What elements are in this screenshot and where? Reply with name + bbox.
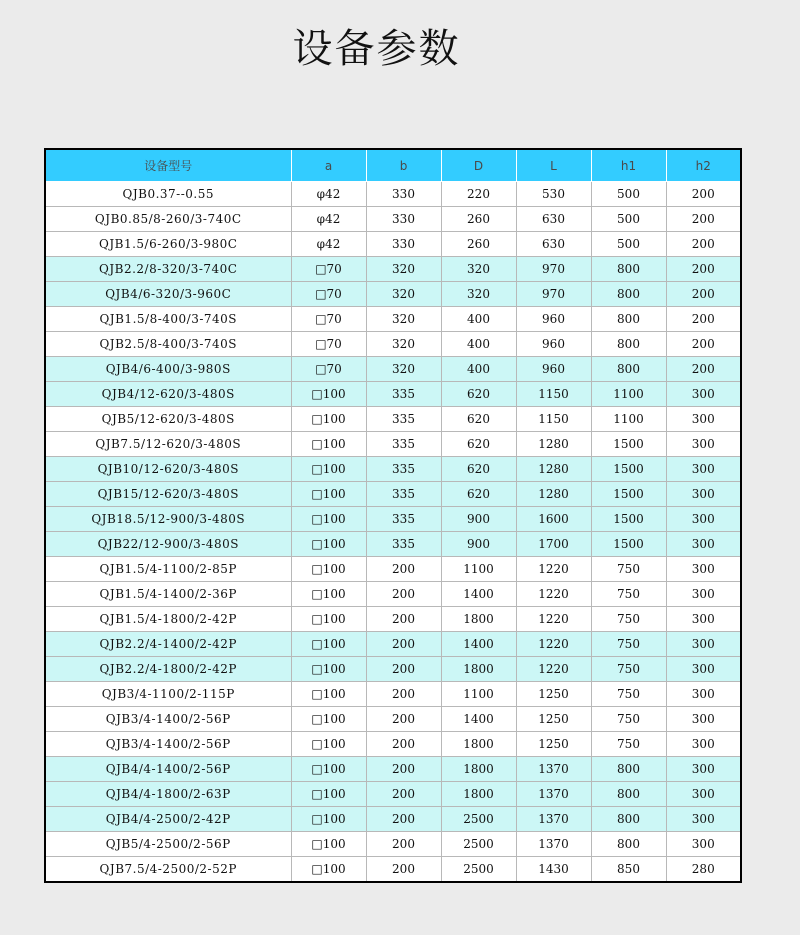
cell-h2: 200	[666, 207, 741, 232]
cell-model: QJB15/12-620/3-480S	[45, 482, 291, 507]
cell-a: □100	[291, 657, 366, 682]
cell-d: 2500	[441, 807, 516, 832]
table-row	[45, 582, 741, 607]
table-row	[45, 757, 741, 782]
cell-d: 2500	[441, 857, 516, 883]
cell-model: QJB1.5/8-400/3-740S	[45, 307, 291, 332]
cell-l: 1430	[516, 857, 591, 883]
cell-model: QJB7.5/12-620/3-480S	[45, 432, 291, 457]
cell-b: 200	[366, 782, 441, 807]
cell-h2: 200	[666, 182, 741, 207]
cell-h2: 200	[666, 332, 741, 357]
cell-a: □100	[291, 607, 366, 632]
cell-l: 630	[516, 232, 591, 257]
cell-h2: 300	[666, 757, 741, 782]
cell-h1: 800	[591, 357, 666, 382]
cell-b: 200	[366, 682, 441, 707]
cell-d: 320	[441, 282, 516, 307]
cell-model: QJB7.5/4-2500/2-52P	[45, 857, 291, 883]
cell-h1: 500	[591, 207, 666, 232]
cell-h1: 800	[591, 832, 666, 857]
cell-model: QJB5/4-2500/2-56P	[45, 832, 291, 857]
cell-l: 1280	[516, 432, 591, 457]
column-header-d: D	[441, 149, 516, 182]
cell-b: 330	[366, 232, 441, 257]
cell-d: 400	[441, 332, 516, 357]
cell-h1: 1500	[591, 457, 666, 482]
cell-model: QJB4/4-2500/2-42P	[45, 807, 291, 832]
cell-h1: 1500	[591, 482, 666, 507]
cell-h1: 1100	[591, 382, 666, 407]
cell-a: □100	[291, 582, 366, 607]
cell-d: 900	[441, 507, 516, 532]
table-row	[45, 732, 741, 757]
cell-l: 1250	[516, 732, 591, 757]
cell-h1: 750	[591, 682, 666, 707]
cell-h2: 300	[666, 407, 741, 432]
table-row	[45, 332, 741, 357]
cell-h2: 300	[666, 457, 741, 482]
cell-b: 335	[366, 507, 441, 532]
cell-d: 1800	[441, 657, 516, 682]
cell-b: 335	[366, 457, 441, 482]
table-row	[45, 432, 741, 457]
cell-h2: 300	[666, 682, 741, 707]
equipment-parameter-table	[44, 148, 742, 883]
cell-h2: 300	[666, 782, 741, 807]
cell-l: 1220	[516, 607, 591, 632]
cell-model: QJB4/4-1400/2-56P	[45, 757, 291, 782]
table-row	[45, 857, 741, 883]
cell-b: 200	[366, 707, 441, 732]
cell-l: 1250	[516, 707, 591, 732]
table-row	[45, 607, 741, 632]
cell-a: □100	[291, 482, 366, 507]
table-row	[45, 707, 741, 732]
cell-h2: 200	[666, 282, 741, 307]
cell-model: QJB1.5/4-1100/2-85P	[45, 557, 291, 582]
cell-h1: 750	[591, 582, 666, 607]
table-row	[45, 507, 741, 532]
cell-d: 620	[441, 407, 516, 432]
cell-a: φ42	[291, 207, 366, 232]
cell-d: 900	[441, 532, 516, 557]
table-row	[45, 457, 741, 482]
table-body	[45, 182, 741, 883]
cell-model: QJB1.5/4-1800/2-42P	[45, 607, 291, 632]
cell-l: 1250	[516, 682, 591, 707]
cell-h1: 500	[591, 232, 666, 257]
table-row	[45, 832, 741, 857]
table-row	[45, 407, 741, 432]
cell-h2: 300	[666, 707, 741, 732]
table-row	[45, 382, 741, 407]
cell-h1: 850	[591, 857, 666, 883]
cell-d: 260	[441, 207, 516, 232]
cell-a: □100	[291, 432, 366, 457]
cell-l: 630	[516, 207, 591, 232]
cell-h1: 750	[591, 707, 666, 732]
cell-d: 620	[441, 482, 516, 507]
cell-a: □70	[291, 332, 366, 357]
table-row	[45, 357, 741, 382]
cell-a: □100	[291, 757, 366, 782]
cell-h2: 200	[666, 232, 741, 257]
cell-a: □70	[291, 307, 366, 332]
cell-model: QJB3/4-1400/2-56P	[45, 707, 291, 732]
cell-l: 960	[516, 332, 591, 357]
cell-h2: 300	[666, 557, 741, 582]
cell-h2: 280	[666, 857, 741, 883]
cell-d: 400	[441, 357, 516, 382]
cell-a: □100	[291, 807, 366, 832]
column-header-h2: h2	[666, 149, 741, 182]
cell-l: 1370	[516, 782, 591, 807]
cell-a: □70	[291, 282, 366, 307]
cell-l: 1370	[516, 757, 591, 782]
cell-d: 1800	[441, 757, 516, 782]
cell-d: 1400	[441, 632, 516, 657]
cell-b: 335	[366, 407, 441, 432]
cell-a: □100	[291, 557, 366, 582]
cell-h2: 300	[666, 532, 741, 557]
cell-l: 1600	[516, 507, 591, 532]
cell-d: 1100	[441, 682, 516, 707]
cell-l: 960	[516, 307, 591, 332]
cell-d: 2500	[441, 832, 516, 857]
cell-b: 335	[366, 432, 441, 457]
cell-b: 200	[366, 582, 441, 607]
cell-h1: 800	[591, 282, 666, 307]
cell-h1: 800	[591, 782, 666, 807]
cell-d: 220	[441, 182, 516, 207]
cell-b: 320	[366, 282, 441, 307]
table-row	[45, 682, 741, 707]
cell-d: 400	[441, 307, 516, 332]
cell-l: 960	[516, 357, 591, 382]
cell-b: 320	[366, 357, 441, 382]
cell-l: 1150	[516, 382, 591, 407]
cell-a: □100	[291, 532, 366, 557]
cell-h1: 800	[591, 757, 666, 782]
cell-b: 200	[366, 657, 441, 682]
cell-h2: 300	[666, 732, 741, 757]
table-row	[45, 782, 741, 807]
cell-b: 200	[366, 857, 441, 883]
cell-a: □100	[291, 682, 366, 707]
column-header-a: a	[291, 149, 366, 182]
cell-l: 1370	[516, 832, 591, 857]
cell-a: □100	[291, 857, 366, 883]
table-row	[45, 207, 741, 232]
column-header-b: b	[366, 149, 441, 182]
cell-l: 1370	[516, 807, 591, 832]
cell-h2: 300	[666, 582, 741, 607]
cell-model: QJB22/12-900/3-480S	[45, 532, 291, 557]
cell-b: 335	[366, 382, 441, 407]
cell-h1: 1500	[591, 432, 666, 457]
cell-d: 620	[441, 432, 516, 457]
cell-d: 1800	[441, 782, 516, 807]
cell-h1: 1100	[591, 407, 666, 432]
cell-h1: 800	[591, 807, 666, 832]
cell-model: QJB3/4-1400/2-56P	[45, 732, 291, 757]
cell-h2: 300	[666, 507, 741, 532]
cell-model: QJB1.5/6-260/3-980C	[45, 232, 291, 257]
cell-l: 970	[516, 282, 591, 307]
cell-d: 1100	[441, 557, 516, 582]
cell-b: 320	[366, 332, 441, 357]
cell-h1: 800	[591, 307, 666, 332]
cell-b: 200	[366, 632, 441, 657]
table-row	[45, 532, 741, 557]
cell-l: 1280	[516, 482, 591, 507]
cell-h1: 800	[591, 257, 666, 282]
cell-l: 970	[516, 257, 591, 282]
cell-h1: 750	[591, 657, 666, 682]
cell-b: 330	[366, 207, 441, 232]
cell-h2: 200	[666, 307, 741, 332]
cell-a: □100	[291, 632, 366, 657]
table-header-row	[45, 149, 741, 182]
cell-l: 1220	[516, 657, 591, 682]
cell-l: 1150	[516, 407, 591, 432]
table-row	[45, 232, 741, 257]
cell-a: □100	[291, 407, 366, 432]
cell-model: QJB10/12-620/3-480S	[45, 457, 291, 482]
cell-h2: 300	[666, 432, 741, 457]
cell-a: □100	[291, 732, 366, 757]
cell-model: QJB2.2/4-1800/2-42P	[45, 657, 291, 682]
cell-model: QJB18.5/12-900/3-480S	[45, 507, 291, 532]
cell-h2: 300	[666, 607, 741, 632]
cell-b: 335	[366, 532, 441, 557]
cell-h1: 750	[591, 607, 666, 632]
cell-model: QJB4/6-320/3-960C	[45, 282, 291, 307]
cell-model: QJB5/12-620/3-480S	[45, 407, 291, 432]
cell-model: QJB2.2/8-320/3-740C	[45, 257, 291, 282]
cell-a: φ42	[291, 232, 366, 257]
table-row	[45, 557, 741, 582]
cell-model: QJB0.85/8-260/3-740C	[45, 207, 291, 232]
cell-h1: 750	[591, 557, 666, 582]
cell-a: □100	[291, 782, 366, 807]
cell-b: 335	[366, 482, 441, 507]
cell-h2: 300	[666, 832, 741, 857]
cell-h1: 500	[591, 182, 666, 207]
cell-d: 1800	[441, 607, 516, 632]
table-row	[45, 482, 741, 507]
cell-a: □100	[291, 457, 366, 482]
cell-model: QJB2.5/8-400/3-740S	[45, 332, 291, 357]
cell-d: 1400	[441, 582, 516, 607]
cell-h1: 800	[591, 332, 666, 357]
cell-b: 200	[366, 732, 441, 757]
table-row	[45, 282, 741, 307]
cell-h2: 300	[666, 632, 741, 657]
cell-model: QJB3/4-1100/2-115P	[45, 682, 291, 707]
cell-a: φ42	[291, 182, 366, 207]
page-title: 设备参数	[292, 26, 461, 72]
cell-l: 1220	[516, 632, 591, 657]
table-row	[45, 632, 741, 657]
table-row	[45, 657, 741, 682]
cell-d: 320	[441, 257, 516, 282]
cell-b: 200	[366, 557, 441, 582]
cell-l: 1220	[516, 557, 591, 582]
table-row	[45, 807, 741, 832]
column-header-l: L	[516, 149, 591, 182]
cell-h1: 750	[591, 732, 666, 757]
cell-h2: 300	[666, 382, 741, 407]
cell-h2: 300	[666, 657, 741, 682]
cell-l: 530	[516, 182, 591, 207]
cell-b: 200	[366, 607, 441, 632]
cell-b: 320	[366, 257, 441, 282]
cell-a: □100	[291, 507, 366, 532]
cell-model: QJB4/12-620/3-480S	[45, 382, 291, 407]
cell-model: QJB4/6-400/3-980S	[45, 357, 291, 382]
cell-h2: 300	[666, 807, 741, 832]
cell-l: 1700	[516, 532, 591, 557]
table-row	[45, 257, 741, 282]
column-header-h1: h1	[591, 149, 666, 182]
table-row	[45, 307, 741, 332]
cell-d: 260	[441, 232, 516, 257]
cell-b: 200	[366, 832, 441, 857]
cell-b: 200	[366, 807, 441, 832]
cell-a: □70	[291, 257, 366, 282]
cell-d: 1800	[441, 732, 516, 757]
cell-d: 1400	[441, 707, 516, 732]
cell-h2: 300	[666, 482, 741, 507]
table-row	[45, 182, 741, 207]
cell-d: 620	[441, 457, 516, 482]
cell-model: QJB4/4-1800/2-63P	[45, 782, 291, 807]
cell-b: 320	[366, 307, 441, 332]
cell-b: 330	[366, 182, 441, 207]
cell-d: 620	[441, 382, 516, 407]
cell-l: 1220	[516, 582, 591, 607]
cell-model: QJB0.37--0.55	[45, 182, 291, 207]
cell-h1: 1500	[591, 532, 666, 557]
cell-l: 1280	[516, 457, 591, 482]
cell-a: □70	[291, 357, 366, 382]
cell-h2: 200	[666, 257, 741, 282]
cell-a: □100	[291, 382, 366, 407]
cell-b: 200	[366, 757, 441, 782]
cell-a: □100	[291, 832, 366, 857]
cell-model: QJB1.5/4-1400/2-36P	[45, 582, 291, 607]
column-header-model: 设备型号	[45, 149, 291, 182]
cell-h1: 750	[591, 632, 666, 657]
cell-h1: 1500	[591, 507, 666, 532]
cell-h2: 200	[666, 357, 741, 382]
cell-model: QJB2.2/4-1400/2-42P	[45, 632, 291, 657]
cell-a: □100	[291, 707, 366, 732]
